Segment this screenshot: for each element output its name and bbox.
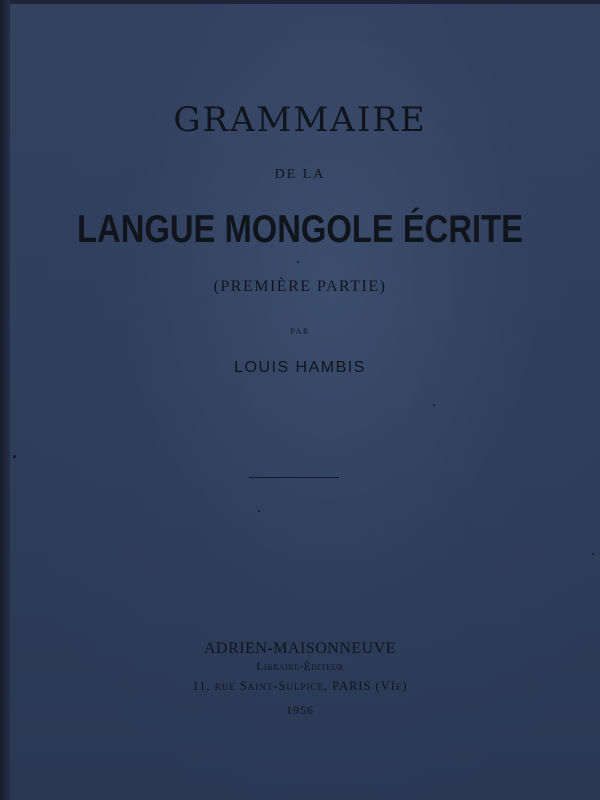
paper-speck	[433, 404, 435, 406]
publisher-address: 11, rue Saint-Sulpice, PARIS (VIe)	[192, 679, 408, 693]
paper-speck	[13, 455, 16, 458]
publisher-name: ADRIEN-MAISONNEUVE	[203, 640, 397, 657]
title-connector: DE LA	[274, 167, 326, 182]
publisher-role: Libraire-Éditeur	[256, 661, 344, 673]
paper-speck	[592, 553, 594, 555]
paper-speck	[258, 510, 260, 512]
book-subtitle: LANGUE MONGOLE ÉCRITE	[77, 208, 523, 251]
by-label: PAR	[290, 327, 310, 336]
cover-top-edge	[0, 0, 600, 4]
author-name: LOUIS HAMBIS	[234, 359, 366, 376]
book-title: GRAMMAIRE	[173, 100, 427, 140]
paper-speck	[297, 261, 299, 263]
part-label: (PREMIÈRE PARTIE)	[213, 278, 387, 295]
divider-rule	[249, 477, 339, 478]
publication-year: 1956	[286, 703, 314, 717]
